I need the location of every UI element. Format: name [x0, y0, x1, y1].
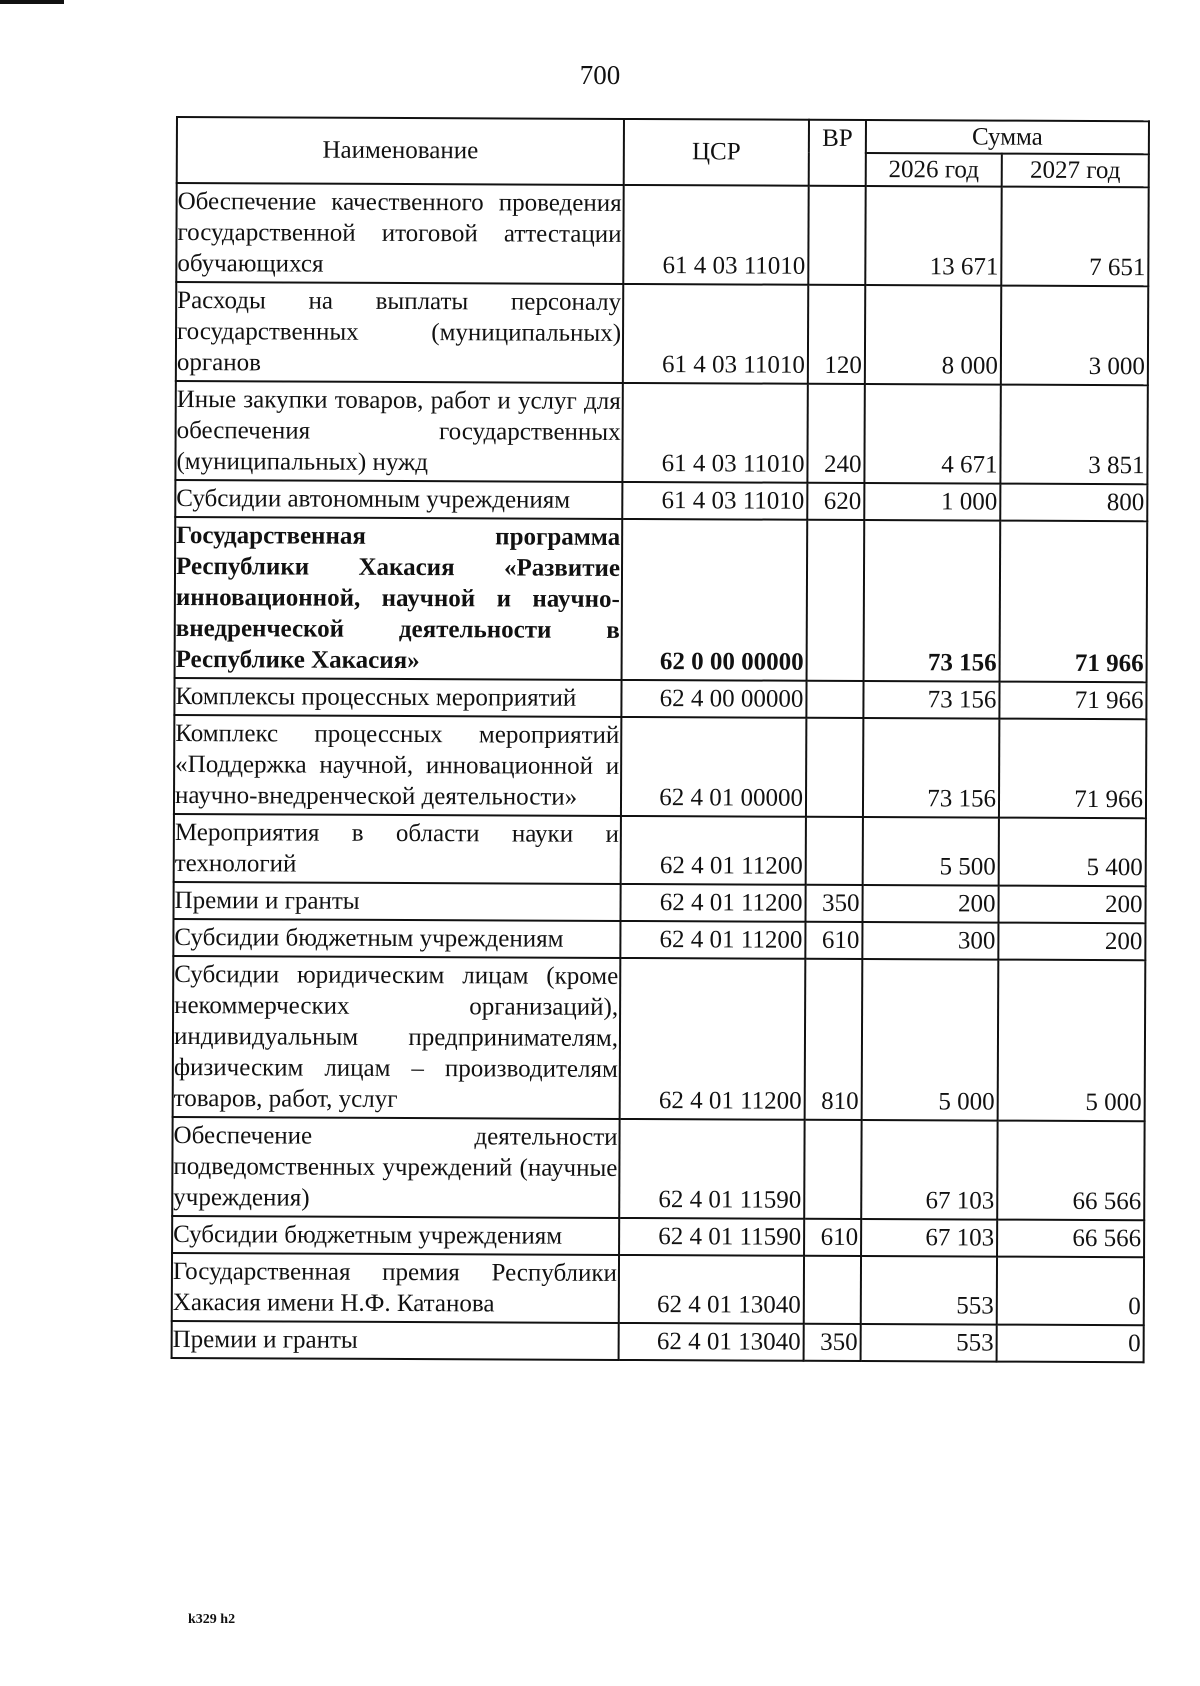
table-row: [172, 1117, 1144, 1220]
row-vr-cell: 120: [808, 285, 865, 384]
row-name-cell: Расходы на выплаты персоналу государственных (муниципальных) органов: [176, 282, 623, 383]
row-2026-cell: 5 000: [862, 959, 999, 1121]
table-body: [172, 183, 1149, 1362]
row-name-cell: Субсидии автономным учреждениям: [175, 480, 622, 519]
row-2027-cell: 800: [1000, 484, 1147, 522]
row-vr-cell: 350: [805, 885, 862, 922]
row-name-cell: Премии и гранты: [173, 882, 620, 921]
row-name-cell: Мероприятия в области науки и технологий: [174, 814, 621, 884]
row-2026-cell: 73 156: [864, 520, 1001, 682]
row-name-cell: Государственная премия Республики Хакасия имени Н.Ф. Катанова: [172, 1253, 619, 1323]
row-2027-cell: 71 966: [999, 682, 1146, 720]
row-2026-cell: 553: [861, 1256, 997, 1325]
table-row: [172, 1253, 1144, 1325]
row-vr-cell: 620: [807, 483, 864, 520]
row-2026-cell: 4 671: [864, 384, 1000, 484]
table-row: [173, 956, 1146, 1121]
row-2027-cell: 200: [998, 886, 1145, 924]
row-2026-cell: 13 671: [865, 186, 1001, 286]
row-2027-cell: 0: [997, 1325, 1144, 1363]
row-vr-cell: [804, 1120, 861, 1219]
footer-code: k329 h2: [188, 1612, 236, 1627]
row-name-cell: Обеспечение качественного проведения государственной итоговой аттестации обучающихся: [176, 183, 623, 284]
row-vr-cell: 610: [805, 922, 862, 959]
table-row: [172, 1216, 1144, 1257]
row-2026-cell: 553: [861, 1324, 997, 1362]
row-2027-cell: 71 966: [999, 719, 1146, 819]
row-2027-cell: 200: [998, 923, 1145, 961]
row-vr-cell: 350: [804, 1324, 861, 1361]
row-2026-cell: 8 000: [865, 285, 1001, 385]
row-csr-cell: 62 4 01 13040: [619, 1255, 804, 1324]
row-2027-cell: 66 566: [997, 1121, 1144, 1221]
row-vr-cell: [808, 186, 865, 285]
row-2026-cell: 67 103: [861, 1219, 997, 1257]
row-name-cell: Комплексы процессных мероприятий: [174, 678, 621, 717]
row-2027-cell: 0: [997, 1257, 1144, 1326]
row-name-cell: Комплекс процессных мероприятий «Поддержка научной, инновационной и научно-внедренческой деятельности»: [174, 715, 621, 816]
row-vr-cell: [806, 718, 863, 817]
row-2027-cell: 66 566: [997, 1220, 1144, 1258]
header-year-2027: 2027 год: [1002, 154, 1149, 188]
row-2026-cell: 1 000: [864, 483, 1000, 521]
row-2027-cell: 5 000: [998, 960, 1146, 1122]
row-name-cell: Субсидии бюджетным учреждениям: [172, 1216, 619, 1255]
table-row: [174, 678, 1146, 719]
row-2026-cell: 67 103: [861, 1120, 997, 1220]
table-row: [174, 814, 1146, 886]
row-vr-cell: 240: [807, 384, 864, 483]
table-header: [177, 117, 1149, 187]
row-name-cell: Обеспечение деятельности подведомственных учреждений (научные учреждения): [172, 1117, 619, 1218]
page-number: 700: [579, 60, 621, 90]
row-2026-cell: 73 156: [863, 681, 999, 719]
row-2026-cell: 73 156: [863, 718, 999, 818]
row-csr-cell: 62 4 01 00000: [621, 717, 806, 817]
row-vr-cell: [804, 1256, 861, 1324]
row-2026-cell: 200: [862, 885, 998, 923]
header-csr: ЦСР: [624, 119, 809, 186]
row-vr-cell: [806, 817, 863, 885]
row-2027-cell: 5 400: [999, 818, 1146, 887]
row-name-cell: Субсидии юридическим лицам (кроме некоммерческих организаций), индивидуальным предпринимателям, физическим лицам – производителям товаров, работ, услуг: [173, 956, 621, 1119]
row-csr-cell: 61 4 03 11010: [622, 383, 807, 483]
row-name-cell: Иные закупки товаров, работ и услуг для обеспечения государственных (муниципальных) нужд: [175, 381, 622, 482]
budget-table: [171, 116, 1150, 1363]
row-vr-cell: [807, 520, 865, 681]
row-csr-cell: 62 4 01 11590: [619, 1119, 804, 1219]
header-name: Наименование: [177, 117, 624, 185]
row-name-cell: Государственная программа Республики Хакасия «Развитие инновационной, научной и научно-внедренческой деятельности в Республике Хакасия»: [175, 517, 623, 680]
row-csr-cell: 62 0 00 00000: [622, 519, 808, 681]
row-csr-cell: 62 4 01 13040: [619, 1323, 804, 1361]
header-sum: Сумма: [866, 120, 1149, 154]
table-row: [173, 882, 1145, 923]
table-row: [173, 919, 1145, 960]
row-2026-cell: 300: [862, 922, 998, 960]
row-vr-cell: 810: [805, 959, 863, 1120]
row-csr-cell: 62 4 00 00000: [621, 680, 806, 718]
row-csr-cell: 62 4 01 11200: [620, 958, 806, 1120]
table-row: [175, 517, 1148, 682]
table-row: [176, 183, 1148, 286]
row-csr-cell: 62 4 01 11590: [619, 1218, 804, 1256]
budget-table-container: [171, 116, 1148, 1363]
table-row: [175, 480, 1147, 521]
row-csr-cell: 62 4 01 11200: [620, 884, 805, 922]
row-2027-cell: 3 851: [1000, 385, 1147, 485]
row-2027-cell: 7 651: [1001, 187, 1148, 287]
row-name-cell: Премии и гранты: [172, 1321, 619, 1360]
row-2026-cell: 5 500: [863, 817, 999, 886]
header-vr: ВР: [809, 120, 866, 186]
row-2027-cell: 71 966: [1000, 521, 1148, 683]
row-csr-cell: 61 4 03 11010: [622, 482, 807, 520]
row-csr-cell: 62 4 01 11200: [620, 921, 805, 959]
row-vr-cell: [806, 681, 863, 718]
table-row: [172, 1321, 1144, 1362]
table-row: [174, 715, 1146, 818]
row-2027-cell: 3 000: [1001, 286, 1148, 386]
table-row: [175, 381, 1147, 484]
table-row: [176, 282, 1148, 385]
row-vr-cell: 610: [804, 1219, 861, 1256]
row-csr-cell: 62 4 01 11200: [621, 816, 806, 885]
row-name-cell: Субсидии бюджетным учреждениям: [173, 919, 620, 958]
scan-corner-mark: [0, 0, 64, 4]
row-csr-cell: 61 4 03 11010: [623, 185, 808, 285]
row-csr-cell: 61 4 03 11010: [623, 284, 808, 384]
header-year-2026: 2026 год: [866, 153, 1002, 187]
